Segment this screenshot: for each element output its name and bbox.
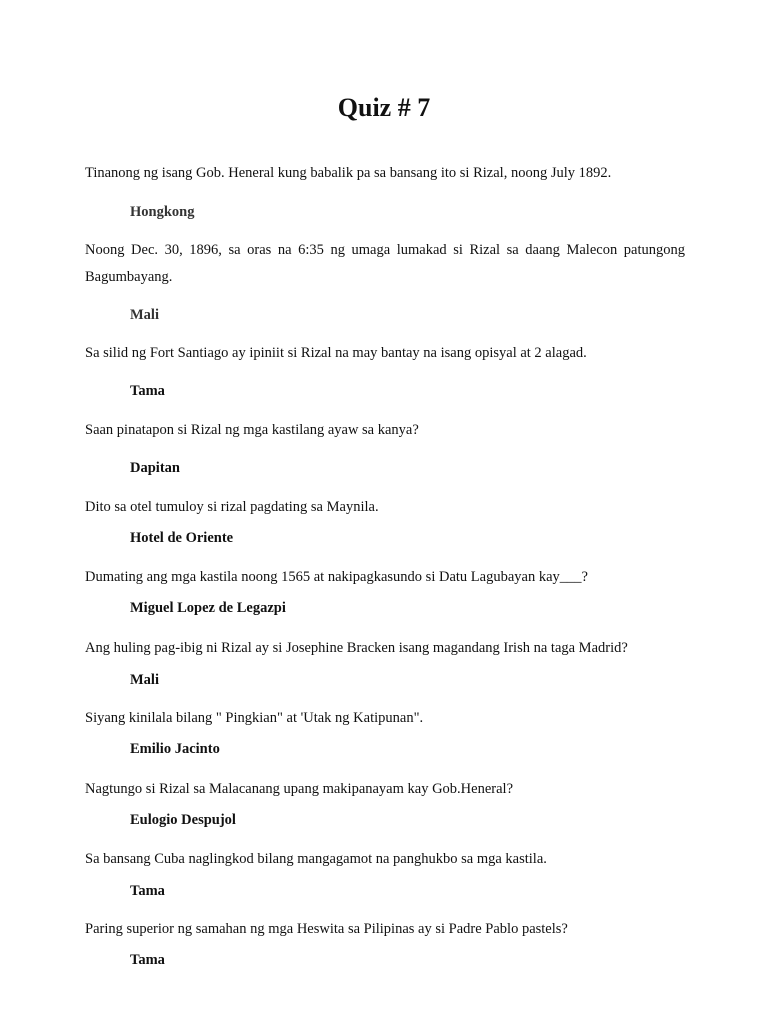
question-11: Paring superior ng samahan ng mga Heswita sa Pilipinas ay si Padre Pablo pastels? [85, 921, 568, 937]
answer-5: Hotel de Oriente [130, 530, 234, 546]
answer-7: Mali [130, 672, 159, 688]
answer-2: Mali [130, 307, 159, 323]
question-2: Noong Dec. 30, 1896, sa oras na 6:35 ng umaga lumakad si Rizal sa daang Malecon patungong Bagumbayang. [85, 242, 685, 285]
question-1: Tinanong ng isang Gob. Heneral kung babalik pa sa bansang ito si Rizal, noong July 1892. [85, 165, 612, 181]
question-4: Saan pinatapon si Rizal ng mga kastilang ayaw sa kanya? [85, 422, 419, 438]
question-9: Nagtungo si Rizal sa Malacanang upang makipanayam kay Gob.Heneral? [85, 781, 514, 797]
question-6: Dumating ang mga kastila noong 1565 at nakipagkasundo si Datu Lagubayan kay___? [85, 569, 588, 585]
question-7: Ang huling pag-ibig ni Rizal ay si Josephine Bracken isang magandang Irish na taga Madrid? [85, 640, 628, 656]
answer-3: Tama [130, 383, 165, 399]
question-8: Siyang kinilala bilang " Pingkian" at 'Utak ng Katipunan". [85, 710, 424, 726]
question-5: Dito sa otel tumuloy si rizal pagdating sa Maynila. [85, 499, 379, 515]
question-10: Sa bansang Cuba naglingkod bilang mangagamot na panghukbo sa mga kastila. [85, 851, 547, 867]
answer-1: Hongkong [130, 204, 195, 220]
answer-6: Miguel Lopez de Legazpi [130, 600, 286, 616]
answer-10: Tama [130, 883, 165, 899]
answer-11: Tama [130, 952, 165, 968]
question-3: Sa silid ng Fort Santiago ay ipiniit si Rizal na may bantay na isang opisyal at 2 alagad. [85, 345, 587, 361]
answer-4: Dapitan [130, 460, 180, 476]
answer-9: Eulogio Despujol [130, 812, 236, 828]
page-title: Quiz # 7 [337, 93, 431, 122]
answer-8: Emilio Jacinto [130, 741, 220, 757]
